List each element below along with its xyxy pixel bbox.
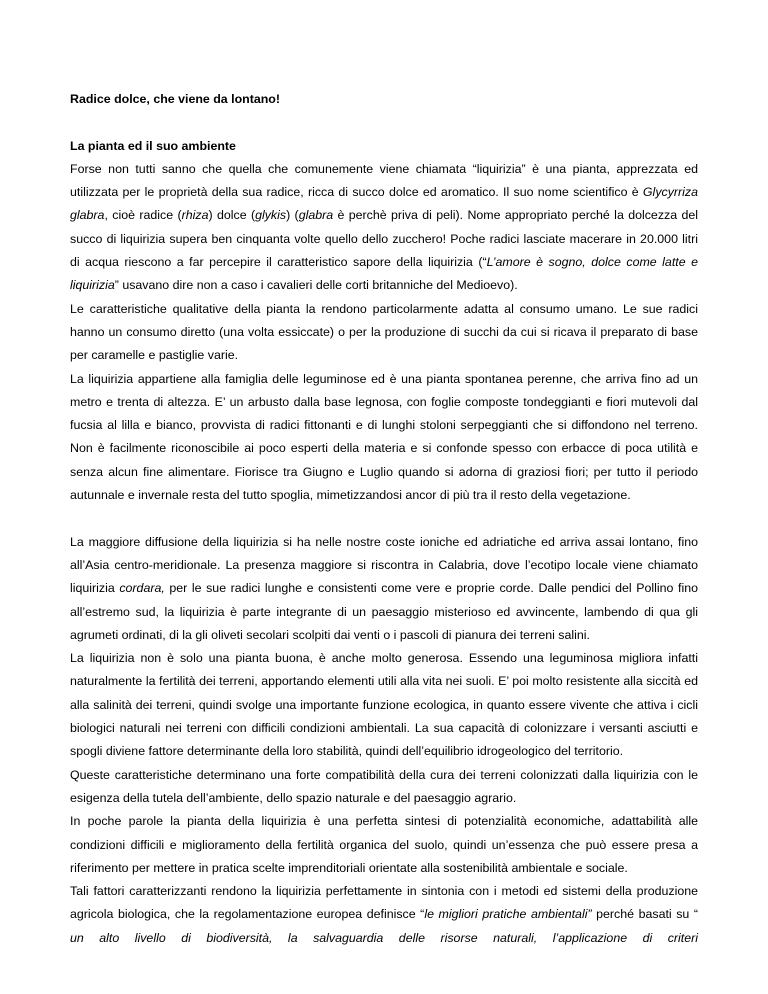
document-title: Radice dolce, che viene da lontano! xyxy=(70,92,281,106)
italic-text-run: glykis xyxy=(255,208,287,223)
text-run: Forse non tutti sanno che quella che comunemente viene chiamata “liquirizia” è una pianta, apprezzata ed utilizzata per le proprietà della sua radice, ricca di succo dolce ed aromatico. Il suo nome scientifico è xyxy=(70,161,698,200)
paragraph-7: In poche parole la pianta della liquirizia è una perfetta sintesi di potenzialità economiche, adattabilità alle condizioni difficili e miglioramento della fertilità organica del suolo, quindi un’essenza che può essere presa a riferimento per mettere in pratica scelte imprenditoriali orientate alla sostenibilità ambientale e sociale. xyxy=(70,814,698,875)
text-run: ” usavano dire non a caso i cavalieri delle corti britanniche del Medioevo). xyxy=(114,278,518,293)
text-run: Tali fattori caratterizzanti rendono la liquirizia perfettamente in sintonia con i metodi ed sistemi della produzione agricola biologica, che la regolamentazione europea definisce “ xyxy=(70,884,698,922)
paragraph-1 xyxy=(70,158,698,298)
italic-text-run: L’amore è sogno, dolce come latte e liquirizia xyxy=(70,255,698,293)
text-run: per le sue radici lunghe e consistenti come vere e proprie corde. Dalle pendici del Pollino fino all’estremo sud, la liquirizia è parte integrante di un paesaggio misterioso ed avvincente, lambendo di qua gli agrumeti ordinati, di la gli oliveti secolari scolpiti dai venti o i pascoli di pianura dei terreni salini. xyxy=(70,581,699,642)
text-run: ) ( xyxy=(286,208,299,223)
italic-text-run: Glycyrriza glabra xyxy=(70,185,698,223)
document-page xyxy=(70,88,698,950)
text-run: ) dolce ( xyxy=(208,208,256,223)
italic-text-run: rhiza xyxy=(181,208,209,223)
paragraph-8 xyxy=(70,880,698,950)
section-title: La pianta ed il suo ambiente xyxy=(70,138,236,153)
paragraph-gap xyxy=(70,507,698,530)
text-run: , cioè radice ( xyxy=(104,208,182,223)
italic-text-run: cordara, xyxy=(119,581,165,596)
italic-text-run: un alto livello di biodiversità, la salvaguardia delle risorse naturali, l’applicazione di criteri xyxy=(70,930,698,945)
text-run: è perchè priva di peli). Nome appropriato perché la dolcezza del succo di liquirizia supera ben cinquanta volte quello dello zucchero! Poche radici lasciate macerare in 20.000 litri di acqua riescono a far percepire il caratteristico sapore della liquirizia (“ xyxy=(70,208,698,270)
text-run: La maggiore diffusione della liquirizia si ha nelle nostre coste ioniche ed adriatiche ed arriva assai lontano, fino all’Asia centro-meridionale. La presenza maggiore si riscontra in Calabria, dove l’ecotipo locale viene chiamato liquirizia xyxy=(70,534,698,596)
italic-text-run: le migliori pratiche ambientali” xyxy=(424,907,592,922)
paragraph-6: Queste caratteristiche determinano una forte compatibilità della cura dei terreni colonizzati dalla liquirizia con le esigenza della tutela dell’ambiente, dello spazio naturale e del paesaggio agrario. xyxy=(70,767,698,805)
italic-text-run: glabra xyxy=(298,208,334,223)
paragraph-4 xyxy=(70,531,698,647)
text-run: perché basati su “ xyxy=(591,907,698,922)
paragraph-3: La liquirizia appartiene alla famiglia delle leguminose ed è una pianta spontanea perenne, che arriva fino ad un metro e trenta di altezza. E’ un arbusto dalla base legnosa, con foglie composte tondeggianti e fiori mutevoli dal fucsia al lilla e bianco, provvista di radici fittonanti e di lunghi stoloni serpeggianti che si diffondono nel terreno. Non è facilmente riconoscibile ai poco esperti della materia e si confonde spesso con erbacce di poca utilità e senza alcun fine alimentare. Fiorisce tra Giugno e Luglio quando si adorna di graziosi fiori; per tutto il periodo autunnale e invernale resta del tutto spoglia, mimetizzandosi ancor di più tra il resto della vegetazione. xyxy=(70,371,698,503)
paragraph-2: Le caratteristiche qualitative della pianta la rendono particolarmente adatta al consumo umano. Le sue radici hanno un consumo diretto (una volta essiccate) o per la produzione di succhi da cui si ricava il preparato di base per caramelle e pastiglie varie. xyxy=(70,301,698,363)
paragraph-5: La liquirizia non è solo una pianta buona, è anche molto generosa. Essendo una leguminosa migliora infatti naturalmente la fertilità dei terreni, apportando elementi utili alla vita nei suoli. E’ poi molto resistente alla siccità ed alla salinità dei terreni, quindi svolge una importante funzione ecologica, in quanto essere vivente che attiva i cicli biologici naturali nei terreni con difficili condizioni ambientali. La sua capacità di colonizzare i versanti asciutti e spogli diviene fattore determinante della loro stabilità, quindi dell’equilibrio idrogeologico del territorio. xyxy=(70,651,698,759)
